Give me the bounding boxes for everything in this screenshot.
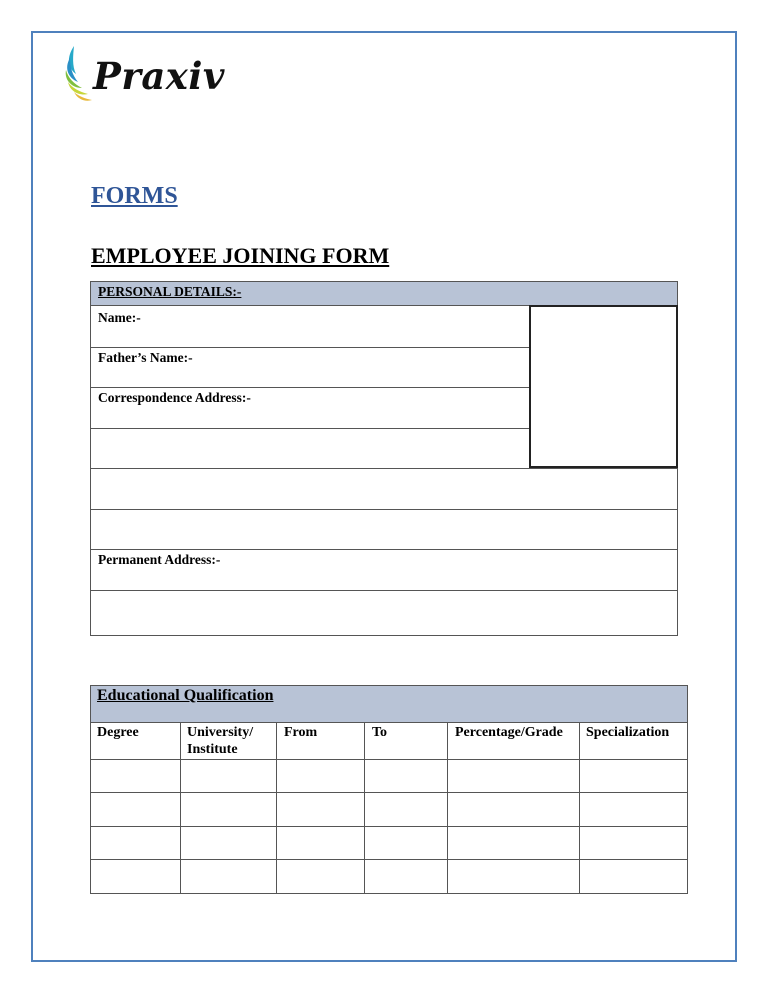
permanent-address-label: Permanent Address:- [98,552,221,567]
wing-icon [66,46,92,101]
form-title: EMPLOYEE JOINING FORM [91,243,390,268]
table-cell[interactable] [448,827,579,858]
row-divider [91,549,678,550]
father-name-label: Father’s Name:- [98,350,193,365]
table-row [91,860,687,892]
table-cell[interactable] [181,793,276,825]
table-cell[interactable] [277,827,364,858]
correspondence-address-label: Correspondence Address:- [98,390,251,405]
table-cell[interactable] [91,793,180,825]
row-divider [91,347,529,348]
table-cell[interactable] [181,760,276,792]
column-header-to: To [372,725,388,740]
table-cell[interactable] [277,760,364,792]
column-header-specialization: Specialization [586,725,670,740]
correspondence-address-field[interactable] [92,408,528,508]
table-row [91,827,687,858]
column-header-university: University/ Institute [187,725,254,757]
father-name-field[interactable] [92,368,528,386]
name-label: Name:- [98,310,141,325]
table-cell[interactable] [580,860,687,892]
logo-wordmark: Praxiv [93,54,225,98]
column-header-degree: Degree [97,725,139,740]
table-cell[interactable] [91,760,180,792]
table-cell[interactable] [365,760,447,792]
table-cell[interactable] [580,827,687,858]
table-cell[interactable] [448,793,579,825]
table-cell[interactable] [448,860,579,892]
table-cell[interactable] [365,827,447,858]
table-cell[interactable] [448,760,579,792]
name-field[interactable] [92,328,528,346]
row-divider [91,387,529,388]
table-cell[interactable] [365,860,447,892]
table-cell[interactable] [91,827,180,858]
table-cell[interactable] [181,860,276,892]
forms-heading: FORMS [91,183,178,209]
table-cell[interactable] [580,760,687,792]
permanent-address-field[interactable] [92,570,677,634]
row-divider [91,509,678,510]
personal-details-title: PERSONAL DETAILS:- [98,284,242,299]
column-header-from: From [284,725,318,740]
table-cell[interactable] [365,793,447,825]
table-cell[interactable] [277,860,364,892]
table-cell[interactable] [580,793,687,825]
table-cell[interactable] [91,860,180,892]
photo-box[interactable] [529,305,678,468]
education-title: Educational Qualification [97,687,274,704]
table-row [91,760,687,792]
table-cell[interactable] [277,793,364,825]
column-header-percentage: Percentage/Grade [455,725,563,740]
table-row [91,793,687,825]
table-cell[interactable] [181,827,276,858]
